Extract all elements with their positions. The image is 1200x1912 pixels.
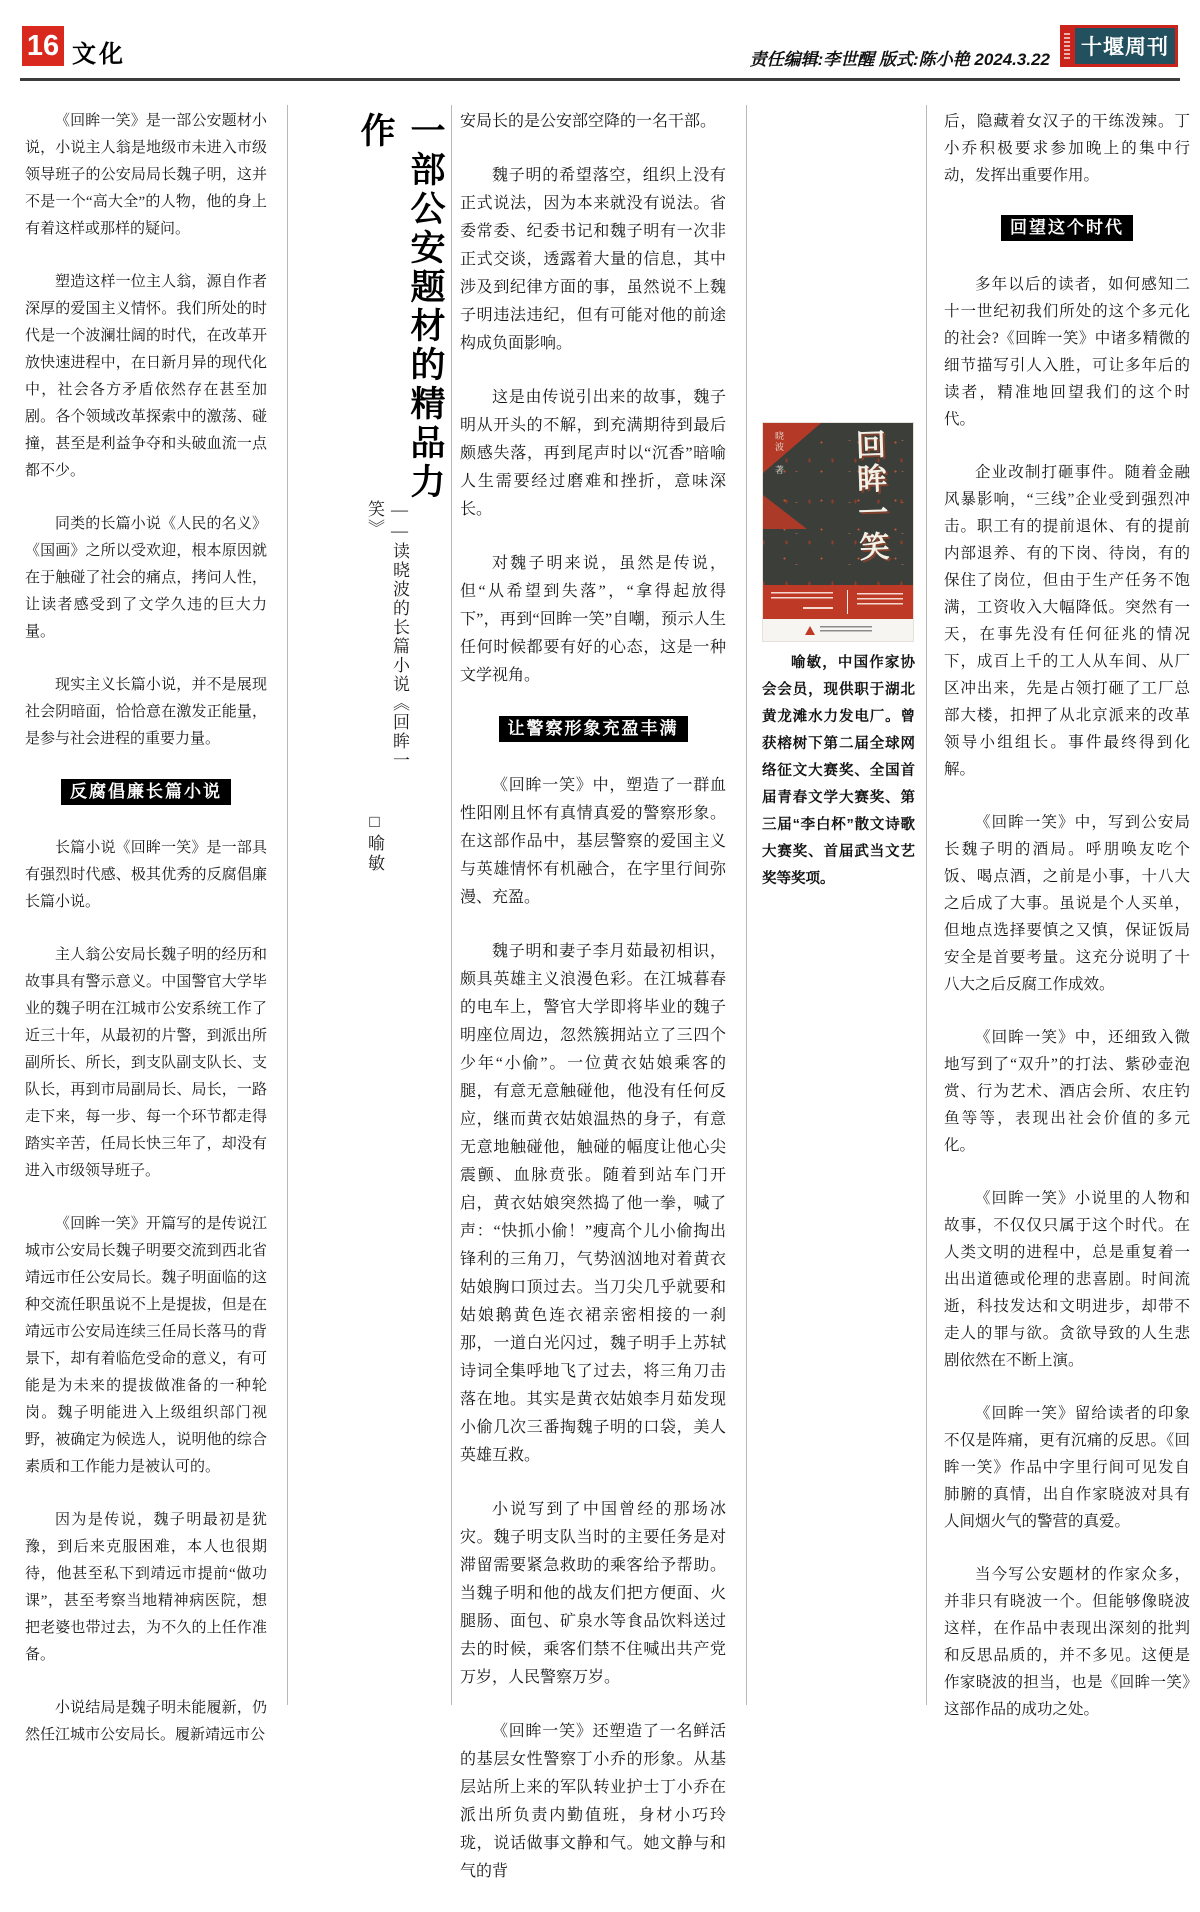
cover-publisher-strip: [763, 619, 913, 641]
cover-blurb-text: [771, 592, 833, 601]
article-paragraph: 《回眸一笑》是一部公安题材小说，小说主人翁是地级市未进入市级领导班子的公安局局长魏子明，这并不是一个“高大全”的人物，他的身上有着这样或那样的疑问。: [25, 113, 267, 237]
column-divider-3: [746, 105, 747, 1705]
section-heading: 让警察形象充盈丰满: [499, 716, 688, 742]
book-cover-author: 晓波 著: [774, 431, 784, 476]
article-paragraph: 《回眸一笑》小说里的人物和故事，不仅仅只属于这个时代。在人类文明的进程中，总是重复着一出出道德或伦理的悲喜剧。时间流逝，科技发达和文明进步，却带不走人的罪与欲。贪欲导致的人生悲剧依然在不断上演。: [944, 1190, 1190, 1369]
masthead-box: [1060, 25, 1178, 67]
article-paragraph: 《回眸一笑》中，写到公安局长魏子明的酒局。呼朋唤友吃个饭、喝点酒，之前是小事，十八大之后成了大事。虽说是个人买单，但地点选择要慎之又慎，保证饭局安全是首要考量。这充分说明了十八大之后反腐工作成效。: [944, 814, 1190, 993]
article-paragraph: 同类的长篇小说《人民的名义》《国画》之所以受欢迎，根本原因就在于触碰了社会的痛点，拷问人性，让读者感受到了文学久违的巨大力量。: [25, 516, 267, 640]
article-paragraph: 《回眸一笑》还塑造了一名鲜活的基层女性警察丁小乔的形象。从基层站所上来的军队转业护士丁小乔在派出所负责内勤值班，身材小巧玲珑，说话做事文静和气。她文静与和气的背: [460, 1723, 726, 1880]
article-subtitle: ——读晓波的长篇小说《回眸一笑》: [365, 500, 409, 770]
article-column-left: [25, 108, 267, 1775]
cover-blurb-text-right: [857, 593, 903, 605]
article-paragraph: 多年以后的读者，如何感知二十一世纪初我们所处的这个多元化的社会?《回眸一笑》中诸多精微的细节描写引人入胜，可让多年后的读者，精准地回望我们的这个时代。: [944, 276, 1190, 428]
article-paragraph: 塑造这样一位主人翁，源自作者深厚的爱国主义情怀。我们所处的时代是一个波澜壮阔的时代，在改革开放快速进程中，在日新月异的现代化中，社会各方矛盾依然存在甚至加剧。各个领域改革探索中的激荡、碰撞，甚至是利益争夺和头破血流一点都不少。: [25, 274, 267, 479]
editor-credit-line: 责任编辑:李世醒 版式:陈小艳 2024.3.22: [749, 50, 1050, 69]
article-paragraph: 后，隐藏着女汉子的干练泼辣。丁小乔积极要求参加晚上的集中行动，发挥出重要作用。: [944, 113, 1190, 184]
article-paragraph: 魏子明的希望落空，组织上没有正式说法，因为本来就没有说法。省委常委、纪委书记和魏子明有一次非正式交谈，透露着大量的信息，其中涉及到纪律方面的事，虽然说不上魏子明违法违纪，但有可能对他的前途构成负面影响。: [460, 167, 726, 352]
cover-red-corner-top: [763, 423, 821, 473]
cover-red-corner-bottom: [763, 495, 807, 529]
section-title: 文化: [72, 41, 126, 68]
publisher-logo-icon: [805, 626, 815, 635]
section-heading: 回望这个时代: [1001, 215, 1133, 241]
masthead-side-strip: [1064, 31, 1070, 61]
masthead-inner: [1075, 28, 1175, 64]
page-number-box: [22, 26, 64, 66]
cover-band-divider: [847, 590, 848, 614]
article-paragraph: 这是由传说引出来的故事，魏子明从开头的不解，到充满期待到最后颇感失落，再到尾声时以“沉香”暗喻人生需要经过磨难和挫折，意味深长。: [460, 389, 726, 518]
article-main-title: 一部公安题材的精品力作: [356, 112, 445, 502]
article-paragraph: 因为是传说，魏子明最初是犹豫，到后来克服困难，本人也很期待，他甚至私下到靖远市提前“做功课”，甚至考察当地精神病医院，想把老婆也带过去，为不久的上任作准备。: [25, 1512, 267, 1663]
article-paragraph: 小说写到了中国曾经的那场冰灾。魏子明支队当时的主要任务是对滞留需要紧急救助的乘客给予帮助。当魏子明和他的战友们把方便面、火腿肠、面包、矿泉水等食品饮料送过去的时候，乘客们禁不住喊出共产党万岁，人民警察万岁。: [460, 1501, 726, 1686]
book-cover-background: [763, 423, 913, 585]
column-divider-2: [451, 105, 452, 1705]
author-bio-text: 喻敏，中国作家协会会员，现供职于湖北黄龙滩水力发电厂。曾获榕树下第二届全球网络征文大赛奖、全国首届青春文学大赛奖、第三届“李白杯”散文诗歌大赛奖、首届武当文艺奖等奖项。: [762, 655, 915, 887]
article-paragraph: 魏子明和妻子李月茹最初相识，颇具英雄主义浪漫色彩。在江城暮春的电车上，警官大学即将毕业的魏子明座位周边，忽然簇拥站立了三四个少年“小偷”。一位黄衣姑娘乘客的腿，有意无意触碰他，他没有任何反应，继而黄衣姑娘温热的身子，有意无意地触碰他，触碰的幅度让他心尖震颤、血脉贲张。随着到站车门开启，黄衣姑娘突然捣了他一拳，喊了声：“快抓小偷！”瘦高个儿小偷掏出锋利的三角刀，气势汹汹地对着黄衣姑娘胸口顶过去。当刀尖几乎就要和姑娘鹅黄色连衣裙亲密相接的一刹那，一道白光闪过，魏子明手上苏轼诗词全集呼地飞了过去，将三角刀击落在地。其实是黄衣姑娘李月茹发现小偷几次三番掏魏子明的口袋，美人英雄互救。: [460, 943, 726, 1464]
article-paragraph: 《回眸一笑》开篇写的是传说江城市公安局长魏子明要交流到西北省靖远市任公安局长。魏子明面临的这种交流任职虽说不上是提拔，但是在靖远市公安局连续三任局长落马的背景下，却有着临危受命的意义，有可能是为未来的提拔做准备的一种轮岗。魏子明能进入上级组织部门视野，被确定为候选人，说明他的综合素质和工作能力是被认可的。: [25, 1216, 267, 1475]
article-paragraph: 长篇小说《回眸一笑》是一部具有强烈时代感、极其优秀的反腐倡廉长篇小说。: [25, 840, 267, 910]
book-cover-title: 回眸一笑: [850, 428, 889, 566]
article-paragraph: 《回眸一笑》中，塑造了一群血性阳刚且怀有真情真爱的警察形象。在这部作品中，基层警察的爱国主义与英雄情怀有机融合，在字里行间弥漫、充盈。: [460, 777, 726, 906]
header-rule: [20, 78, 1180, 81]
article-column-middle: [460, 108, 726, 1912]
masthead-title: 十堰周刊: [1081, 36, 1169, 59]
article-column-right: [944, 108, 1190, 1749]
article-paragraph: 《回眸一笑》中，还细致入微地写到了“双升”的打法、紫砂壶泡赏、行为艺术、酒店会所、农庄钓鱼等等，表现出社会价值的多元化。: [944, 1029, 1190, 1154]
article-paragraph: 《回眸一笑》留给读者的印象不仅是阵痛，更有沉痛的反思。《回眸一笑》作品中字里行间可见发自肺腑的真情，出自作家晓波对具有人间烟火气的警营的真爱。: [944, 1405, 1190, 1530]
book-cover-image: [763, 423, 913, 641]
cover-blurb-signature: [803, 607, 833, 609]
article-paragraph: 主人翁公安局长魏子明的经历和故事具有警示意义。中国警官大学毕业的魏子明在江城市公安系统工作了近三十年，从最初的片警，到派出所副所长、所长，到支队副支队长、支队长，再到市局副局长、局长，一路走下来，每一步、每一个环节都走得踏实辛苦，任局长快三年了，却没有进入市级领导班子。: [25, 947, 267, 1179]
article-paragraph: 现实主义长篇小说，并不是展现社会阴暗面，恰恰意在激发正能量，是参与社会进程的重要力量。: [25, 677, 267, 747]
article-paragraph: 小说结局是魏子明未能履新，仍然任江城市公安局长。履新靖远市公: [25, 1700, 267, 1743]
column-divider-4: [926, 105, 927, 1705]
article-paragraph: 当今写公安题材的作家众多，并非只有晓波一个。但能够像晓波这样，在作品中表现出深刻的批判和反思品质的，并不多见。这便是作家晓波的担当，也是《回眸一笑》这部作品的成功之处。: [944, 1566, 1190, 1718]
column-divider-1: [287, 105, 288, 1705]
page-number: 16: [26, 29, 60, 62]
author-bio-caption: [762, 650, 915, 893]
article-paragraph: 安局长的是公安部空降的一名干部。: [460, 113, 717, 130]
article-paragraph: 企业改制打砸事件。随着金融风暴影响，“三线”企业受到强烈冲击。职工有的提前退休、有的提前内部退养、有的下岗、待岗，有的保住了岗位，但由于生产任务不饱满，工资收入大幅降低。突然有一天，在事先没有任何征兆的情况下，成百上千的工人从车间、从厂区冲出来，先是占领打砸了工厂总部大楼，扣押了从北京派来的改革领导小组组长。事件最终得到化解。: [944, 464, 1190, 778]
article-paragraph: 对魏子明来说，虽然是传说，但“从希望到失落”，“拿得起放得下”，再到“回眸一笑”自嘲，预示人生任何时候都要有好的心态，这是一种文学视角。: [460, 555, 726, 684]
article-byline: □喻敏: [365, 812, 384, 874]
cover-blurb-band: [763, 585, 913, 619]
publisher-name-text: [820, 626, 872, 634]
section-heading: 反腐倡廉长篇小说: [61, 779, 231, 805]
